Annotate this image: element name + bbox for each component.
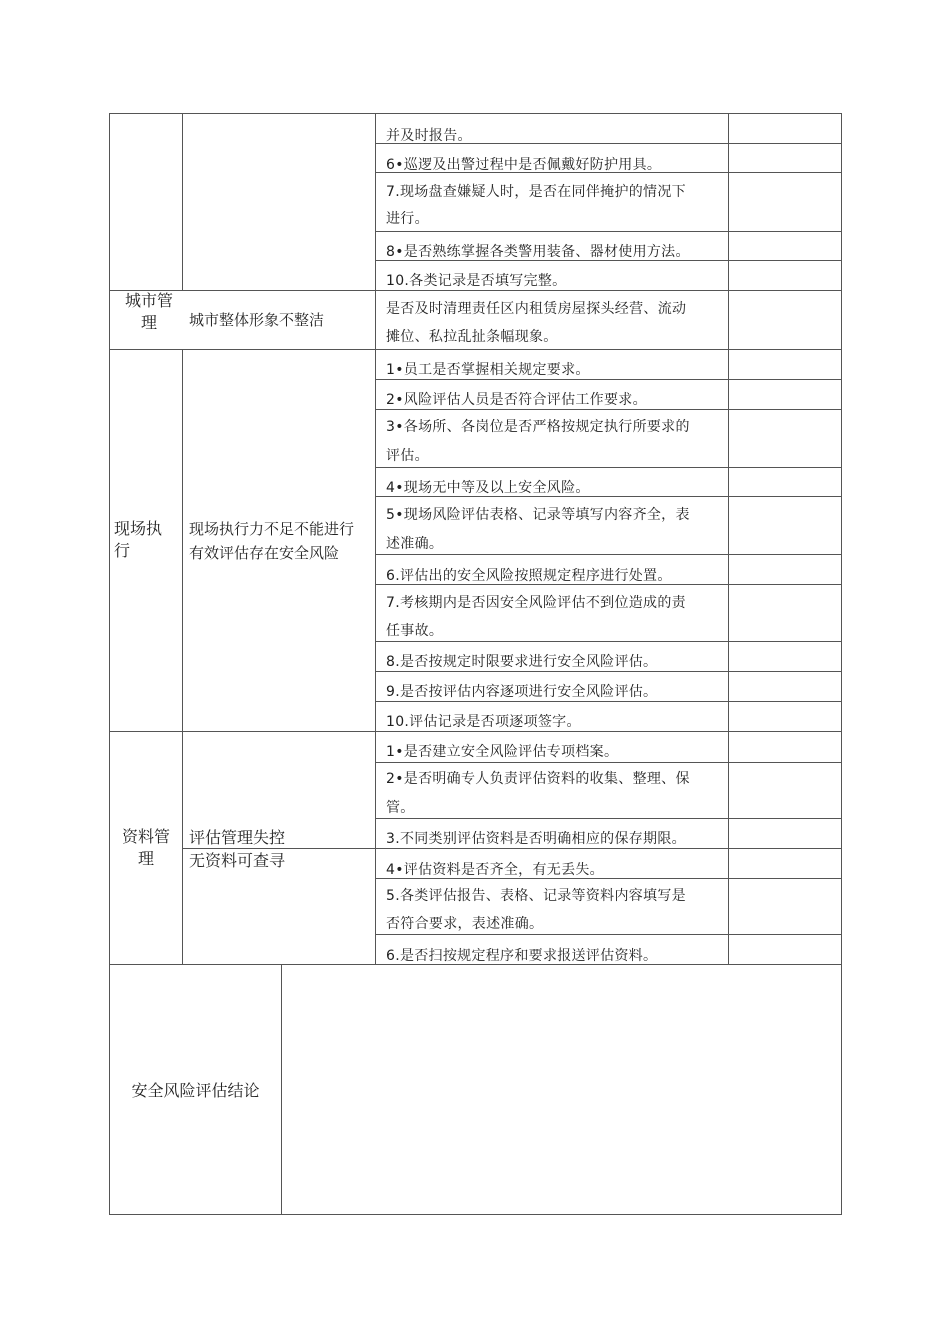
row-divider xyxy=(375,641,842,642)
check-item: 进行。 xyxy=(386,211,429,227)
row-divider xyxy=(375,762,842,763)
column-divider-result xyxy=(728,113,729,964)
check-item: 6•巡逻及出警过程中是否佩戴好防护用具。 xyxy=(386,157,662,173)
check-item: 摊位、私拉乱扯条幅现象。 xyxy=(386,329,558,345)
row-divider xyxy=(375,554,842,555)
risk-description: 城市整体形象不整洁 xyxy=(189,311,325,329)
check-item: 任事故。 xyxy=(386,623,444,639)
column-divider-description xyxy=(375,113,376,964)
check-item: 1•是否建立安全风险评估专项档案。 xyxy=(386,744,619,760)
check-item: 是否及时清理责任区内租赁房屋探头经营、流动 xyxy=(386,301,687,317)
check-item: 1•员工是否掌握相关规定要求。 xyxy=(386,362,590,378)
risk-description: 现场执行力不足不能进行 有效评估存在安全风险 xyxy=(189,520,355,562)
check-item: 否符合要求，表述准确。 xyxy=(386,916,544,932)
table-border-right xyxy=(841,113,842,1215)
category-label: 现场执 行 xyxy=(114,519,163,560)
risk-description: 无资料可查寻 xyxy=(189,851,286,870)
check-item: 6.是否扫按规定程序和要求报送评估资料。 xyxy=(386,948,658,964)
check-item: 10.评估记录是否项逐项签字。 xyxy=(386,714,581,730)
check-item: 3•各场所、各岗位是否严格按规定执行所要求的 xyxy=(386,419,690,435)
conclusion-content-area xyxy=(290,975,830,1205)
check-item: 2•是否明确专人负责评估资料的收集、整理、保 xyxy=(386,771,690,787)
column-divider-category xyxy=(182,349,183,964)
row-divider xyxy=(375,934,842,935)
check-item: 5.各类评估报告、表格、记录等资料内容填写是 xyxy=(386,888,686,904)
conclusion-label: 安全风险评估结论 xyxy=(131,1081,260,1100)
risk-description: 评估管理失控 xyxy=(189,828,286,847)
check-item: 8•是否熟练掌握各类警用装备、器材使用方法。 xyxy=(386,244,690,260)
check-item: 9.是否按评估内容逐项进行安全风险评估。 xyxy=(386,684,658,700)
check-item: 10.各类记录是否填写完整。 xyxy=(386,273,567,289)
row-divider xyxy=(375,231,842,232)
column-divider-category xyxy=(182,113,183,290)
check-item: 7.现场盘查嫌疑人时，是否在同伴掩护的情况下 xyxy=(386,184,686,200)
check-item: 3.不同类别评估资料是否明确相应的保存期限。 xyxy=(386,831,686,847)
section-divider xyxy=(109,349,842,350)
check-item: 4•现场无中等及以上安全风险。 xyxy=(386,480,590,496)
row-divider xyxy=(375,818,842,819)
check-item: 2•风险评估人员是否符合评估工作要求。 xyxy=(386,392,647,408)
check-item: 管。 xyxy=(386,800,415,816)
check-item: 评估。 xyxy=(386,448,429,464)
check-item: 6.评估出的安全风险按照规定程序进行处置。 xyxy=(386,568,672,584)
check-item: 8.是否按规定时限要求进行安全风险评估。 xyxy=(386,654,658,670)
check-item: 并及时报告。 xyxy=(386,128,472,144)
check-item: 7.考核期内是否因安全风险评估不到位造成的责 xyxy=(386,595,686,611)
table-border-bottom xyxy=(109,1214,842,1215)
table-border-top xyxy=(109,113,842,114)
table-border-left xyxy=(109,113,110,1215)
conclusion-divider xyxy=(281,964,282,1215)
category-label: 资料管 理 xyxy=(121,827,170,868)
check-item: 5•现场风险评估表格、记录等填写内容齐全，表 xyxy=(386,507,690,523)
check-item: 述准确。 xyxy=(386,536,444,552)
row-divider xyxy=(375,467,842,468)
category-label: 城市管 理 xyxy=(124,291,173,332)
check-item: 4•评估资料是否齐全，有无丢失。 xyxy=(386,862,604,878)
